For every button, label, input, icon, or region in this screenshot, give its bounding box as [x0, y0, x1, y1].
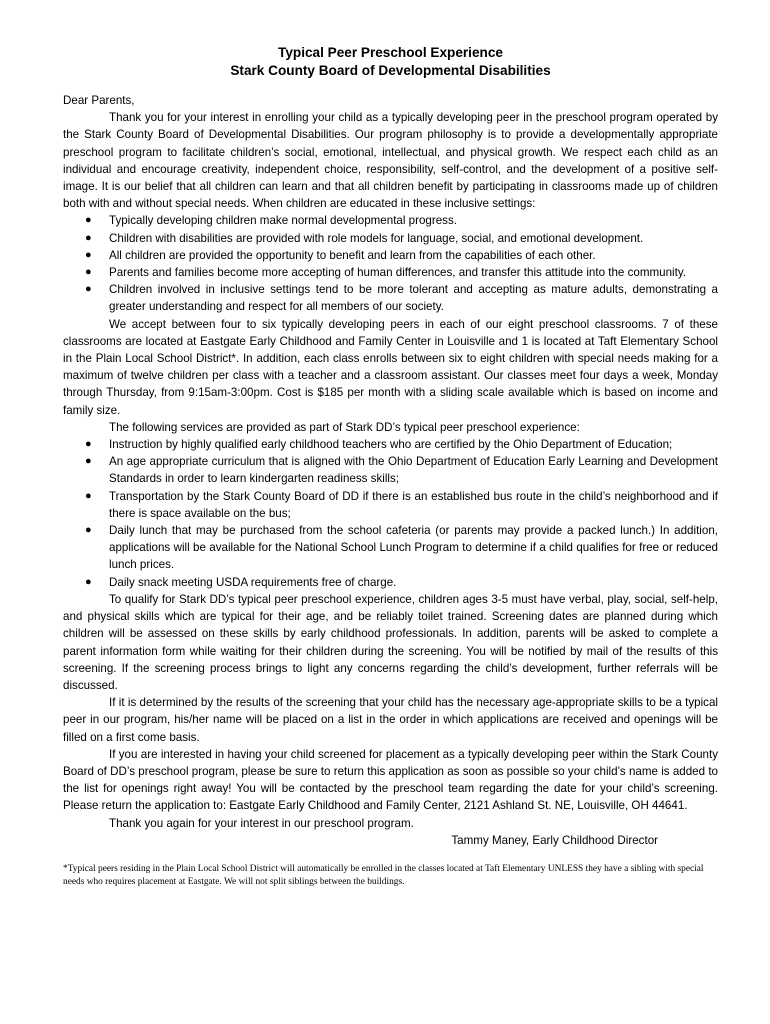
paragraph-intro: Thank you for your interest in enrolling your child as a typically developing peer in the preschool program operated by the Stark County Board of Developmental Disabilities. Our program philosophy is to provide a developmentally appropriate preschool program to facilitate children’s social, emotional, intellectual, and physical growth. We respect each child as an individual and encourage creativity, independent choice, responsibility, self-control, and the development of a positive self-image. It is our belief that all children can learn and that all children benefit by participating in classrooms made up of children both with and without special needs. When children are educated in these inclusive settings: [63, 111, 718, 211]
paragraph-application: If you are interested in having your child screened for placement as a typically developing peer within the Stark County Board of DD’s preschool program, please be sure to return this application as soon as possible so your child’s name is added to the list for openings right away! You will be contacted by the preschool team regarding the date for your child’s screening. Please return the application to: Eastgate Early Childhood and Family Center, 2121 Ashland St. NE, Louisville, OH 44641. [63, 747, 718, 813]
paragraph-placement: If it is determined by the results of the screening that your child has the necessary age-appropriate skills to be a typical peer in our program, his/her name will be placed on a list in the order in which applications are received and openings will be filled on a first come basis. [63, 696, 718, 744]
footnote: *Typical peers residing in the Plain Local School District will automatically be enrolled in the classes located at Taft Elementary UNLESS they have a sibling with special needs who requires placement at Eastgate. We will not split siblings between the buildings. [63, 863, 704, 887]
bullet-icon: ● [85, 575, 92, 588]
bullet-icon: ● [85, 266, 92, 279]
list-item: ● Daily snack meeting USDA requirements free of charge. [63, 574, 718, 591]
list-item: ● Instruction by highly qualified early childhood teachers who are certified by the Ohio Department of Education; [63, 436, 718, 453]
salutation: Dear Parents, [63, 94, 135, 107]
bullet-icon: ● [85, 214, 92, 227]
signature: Tammy Maney, Early Childhood Director [451, 833, 658, 847]
letter-body [63, 92, 718, 849]
bullet-icon: ● [85, 438, 92, 451]
list-item: ● Children involved in inclusive settings tend to be more tolerant and accepting as mature adults, demonstrating a greater understanding and respect for all members of our society. [85, 283, 718, 314]
list-item: ● Transportation by the Stark County Board of DD if there is an established bus route in the child’s neighborhood and if there is space available on the bus; [85, 489, 718, 520]
bullet-icon: ● [85, 455, 92, 468]
paragraph-services-intro: The following services are provided as part of Stark DD’s typical peer preschool experience: [109, 420, 580, 434]
bullet-icon: ● [85, 248, 92, 261]
closing-line: Thank you again for your interest in our preschool program. [109, 816, 414, 830]
paragraph-classrooms: We accept between four to six typically developing peers in each of our eight preschool classrooms. 7 of these classrooms are located at Eastgate Early Childhood and Family Center in Louisville and 1 is located at Taft Elementary School in the Plain Local School District*. In addition, each class enrolls between six to eight children with special needs making for a maximum of twelve children per class with a teacher and a classroom assistant. Our classes meet four days a week, Monday through Thursday, from 9:15am-3:00pm. Cost is $185 per month with a sliding scale available which is based on income and family size. [63, 317, 718, 417]
bullet-icon: ● [85, 524, 92, 537]
bullet-icon: ● [85, 231, 92, 244]
list-item: ● Children with disabilities are provided with role models for language, social, and emotional development. [63, 230, 718, 247]
list-item: ● An age appropriate curriculum that is aligned with the Ohio Department of Education Early Learning and Development Standards in order to learn kindergarten readiness skills; [85, 455, 718, 486]
list-item: ● All children are provided the opportunity to benefit and learn from the capabilities of each other. [63, 247, 718, 264]
benefits-list [63, 212, 718, 315]
title-line-2: Stark County Board of Developmental Disabilities [230, 63, 551, 78]
list-item: ● Typically developing children make normal developmental progress. [63, 212, 718, 229]
services-list [63, 436, 718, 591]
bullet-icon: ● [85, 489, 92, 502]
document-title [63, 44, 718, 80]
list-item: ● Daily lunch that may be purchased from the school cafeteria (or parents may provide a packed lunch.) In addition, applications will be available for the National School Lunch Program to determine if a child qualifies for free or reduced lunch prices. [85, 524, 718, 572]
list-item: ● Parents and families become more accepting of human differences, and transfer this attitude into the community. [63, 264, 718, 281]
paragraph-qualify: To qualify for Stark DD’s typical peer preschool experience, children ages 3-5 must have verbal, play, social, self-help, and physical skills which are typical for their age, and be reliably toilet trained. Screening dates are planned during which children will be assessed on these skills by early childhood professionals. In addition, parents will be asked to complete a parent information form while waiting for their children during the screening. You will be notified by mail of the results of this screening. If the screening process brings to light any concerns regarding the child’s development, further referrals will be discussed. [63, 592, 718, 692]
title-line-1: Typical Peer Preschool Experience [278, 45, 503, 60]
bullet-icon: ● [85, 283, 92, 296]
